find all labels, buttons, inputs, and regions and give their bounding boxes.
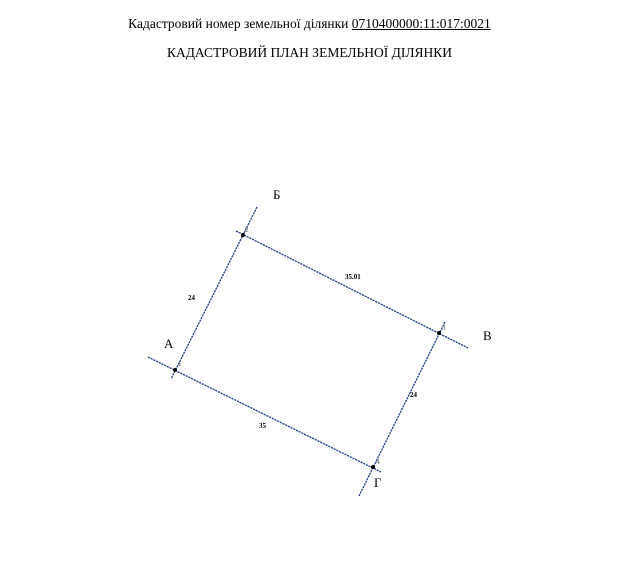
boundary-label-a: А bbox=[164, 336, 174, 351]
corner-point-3 bbox=[437, 331, 441, 335]
boundary-line-g-a bbox=[148, 357, 381, 472]
point-number-2: 2 bbox=[245, 226, 249, 234]
boundary-label-b: Б bbox=[273, 187, 281, 202]
side-length-4-1: 35 bbox=[259, 422, 266, 430]
boundary-line-b-v bbox=[236, 231, 468, 348]
side-length-2-3: 35.01 bbox=[345, 273, 361, 281]
corner-point-4 bbox=[371, 465, 375, 469]
boundary-line-v-g bbox=[359, 322, 445, 496]
document-title: КАДАСТРОВИЙ ПЛАН ЗЕМЕЛЬНОЇ ДІЛЯНКИ bbox=[166, 45, 453, 60]
cadastral-number-label: Кадастровий номер земельної ділянки bbox=[128, 16, 349, 31]
corner-point-1 bbox=[173, 368, 177, 372]
side-length-3-4: 24 bbox=[410, 391, 417, 399]
side-length-1-2: 24 bbox=[188, 294, 195, 302]
point-number-1: 1 bbox=[178, 360, 182, 368]
point-number-3: 3 bbox=[442, 324, 446, 332]
boundary-label-g: Г bbox=[374, 475, 382, 490]
boundary-label-v: В bbox=[483, 328, 492, 343]
cadastral-number: 0710400000:11:017:0021 bbox=[351, 16, 491, 31]
point-number-4: 4 bbox=[376, 458, 380, 466]
